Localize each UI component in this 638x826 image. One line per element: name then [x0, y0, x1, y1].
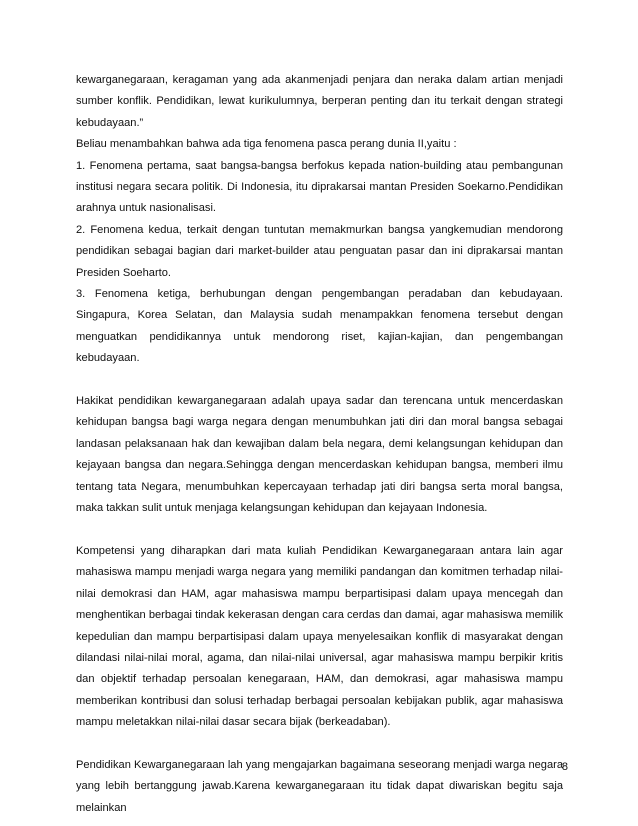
list-item-phenomenon-2: 2. Fenomena kedua, terkait dengan tuntutan memakmurkan bangsa yangkemudian mendorong pendidikan sebagai bagian dari market-builder atau penguatan pasar dan ini diprakarsai mantan Presiden Soeharto. — [76, 223, 563, 279]
paragraph-hakikat: Hakikat pendidikan kewarganegaraan adalah upaya sadar dan terencana untuk mencerdaskan kehidupan bangsa bagi warga negara dengan menumbuhkan jati diri dan moral bangsa sebagai landasan pelaksanaan hak dan kewajiban dalam bela negara, demi kelangsungan kehidupan dan kejayaan bangsa dan negara.Sehingga dengan mencerdaskan kehidupan bangsa, memberi ilmu tentang tata Negara, menumbuhkan kepercayaan terhadap jati diri bangsa serta moral bangsa, maka takkan sulit untuk menjaga kelangsungan kehidupan dan kejayaan Indonesia. — [76, 395, 563, 515]
page-body — [76, 70, 563, 819]
paragraph-three-phenomena: Beliau menambahkan bahwa ada tiga fenomena pasca perang dunia II,yaitu : — [76, 138, 457, 151]
list-item-phenomenon-1: 1. Fenomena pertama, saat bangsa-bangsa berfokus kepada nation-building atau pembangunan institusi negara secara politik. Di Indonesia, itu diprakarsai mantan Presiden Soekarno.Pendidikan arahnya untuk nasionalisasi. — [76, 159, 563, 215]
paragraph-intro-continuation: kewarganegaraan, keragaman yang ada akanmenjadi penjara dan neraka dalam artian menjadi sumber konflik. Pendidikan, lewat kurikulumnya, berperan penting dan itu terkait dengan strategi kebudayaan.” — [76, 74, 563, 129]
paragraph-kompetensi: Kompetensi yang diharapkan dari mata kuliah Pendidikan Kewarganegaraan antara lain agar mahasiswa mampu menjadi warga negara yang memiliki pandangan dan komitmen terhadap nilai-nilai demokrasi dan HAM, agar mahasiswa mampu berpartisipasi dalam upaya mencegah dan menghentikan berbagai tindak kekerasan dengan cara cerdas dan damai, agar mahasiswa memilik kepedulian dan mampu berpartisipasi dalam upaya menyelesaikan konflik di masyarakat dengan dilandasi nilai-nilai moral, agama, dan nilai-nilai universal, agar mahasiswa mampu berpikir kritis dan objektif terhadap persoalan kenegaraan, HAM, dan demokrasi, agar mahasiswa mampu memberikan kontribusi dan solusi terhadap berbagai persoalan kebijakan publik, agar mahasiswa mampu meletakkan nilai-nilai dasar secara bijak (berkeadaban). — [76, 544, 563, 729]
paragraph-pendidikan-kewarganegaraan: Pendidikan Kewarganegaraan lah yang mengajarkan bagaimana seseorang menjadi warga negara yang lebih bertanggung jawab.Karena kewarganegaraan itu tidak dapat diwariskan begitu saja melainkan — [76, 758, 563, 814]
page-number: 8 — [561, 761, 568, 773]
list-item-phenomenon-3: 3. Fenomena ketiga, berhubungan dengan pengembangan peradaban dan kebudayaan. Singapura, Korea Selatan, dan Malaysia sudah menampakkan fenomena tersebut dengan menguatkan pendidikannya untuk mendorong riset, kajian-kajian, dan pengembangan kebudayaan. — [76, 288, 563, 365]
